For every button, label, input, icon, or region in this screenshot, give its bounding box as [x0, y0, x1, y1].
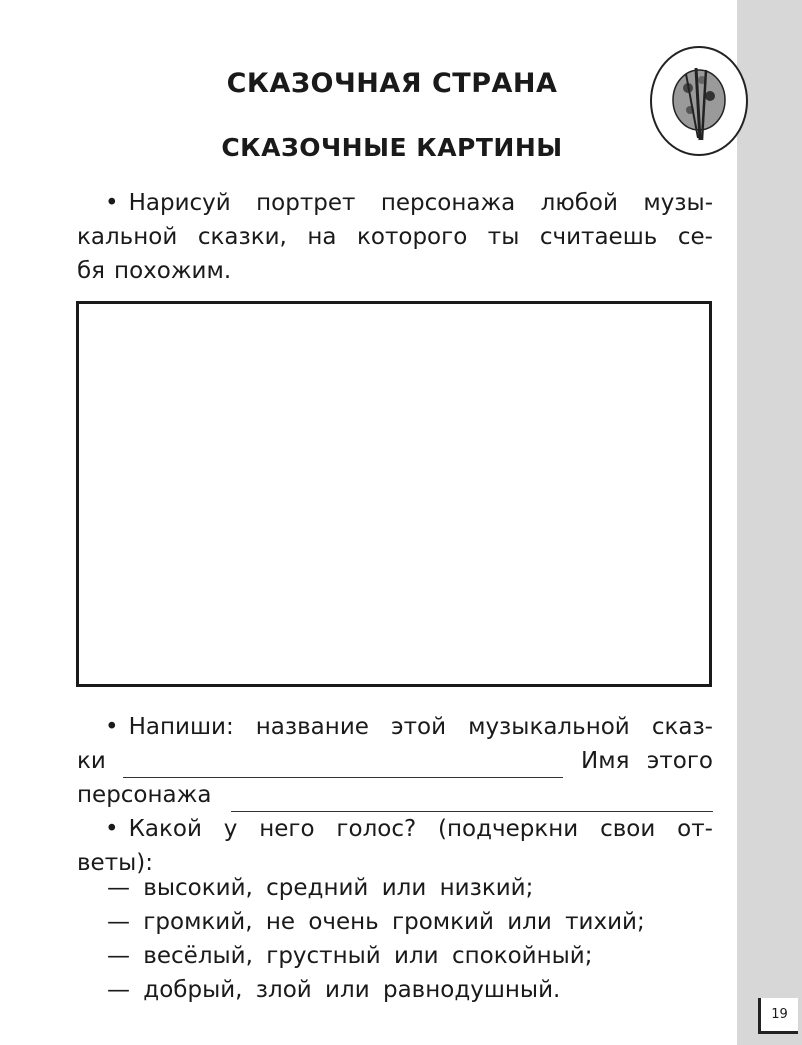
character-name-field[interactable]: [231, 789, 713, 812]
drawing-area[interactable]: [76, 301, 712, 687]
voice-option[interactable]: — добрый, злой или равнодушный.: [107, 977, 561, 1003]
bullet: •: [105, 190, 119, 216]
bullet: •: [105, 714, 119, 740]
voice-options-list: [107, 871, 645, 1007]
task2-text: • Напиши: название этой музыкальной сказ- ки Имя этого персонажа: [77, 710, 713, 812]
page-title: СКАЗОЧНАЯ СТРАНА: [226, 68, 558, 99]
voice-option[interactable]: — весёлый, грустный или спокойный;: [107, 943, 593, 969]
fairy-tale-name-field[interactable]: [123, 755, 563, 778]
page-subtitle: СКАЗОЧНЫЕ КАРТИНЫ: [221, 133, 563, 162]
task1-text: • Нарисуй портрет персонажа любой музы- кальной сказки, на которого ты считаешь се- бя похожим.: [77, 186, 713, 288]
bullet: •: [105, 816, 119, 842]
page-number: 19: [758, 998, 798, 1034]
voice-option[interactable]: — громкий, не очень громкий или тихий;: [107, 909, 645, 935]
task3-text: • Какой у него голос? (подчеркни свои от- веты):: [77, 812, 713, 880]
voice-option[interactable]: — высокий, средний или низкий;: [107, 875, 534, 901]
